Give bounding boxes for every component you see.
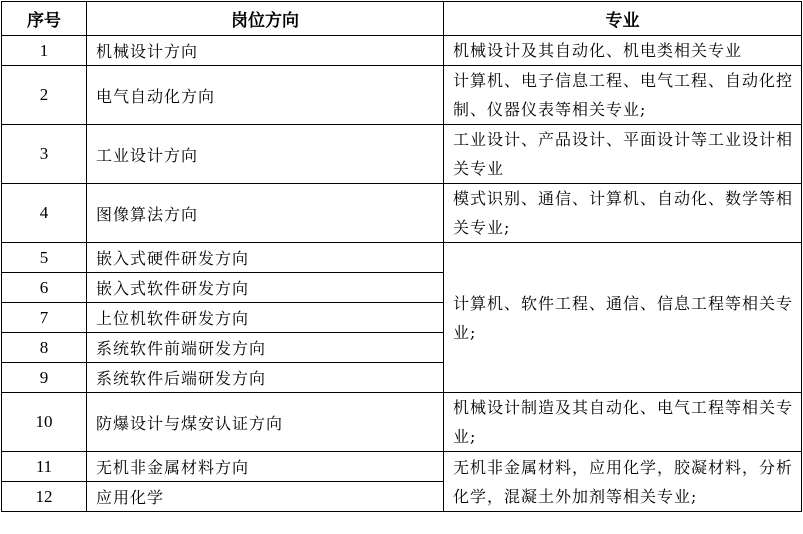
row-major: 机械设计制造及其自动化、电气工程等相关专业; [444, 393, 802, 452]
row-index: 9 [2, 363, 87, 393]
row-major: 计算机、软件工程、通信、信息工程等相关专业; [444, 243, 802, 393]
row-position: 图像算法方向 [87, 184, 444, 243]
header-major: 专业 [444, 2, 802, 36]
table-header-row [2, 2, 802, 36]
row-position: 系统软件后端研发方向 [87, 363, 444, 393]
row-position: 电气自动化方向 [87, 66, 444, 125]
table-row [2, 125, 802, 184]
row-index: 6 [2, 273, 87, 303]
row-major: 无机非金属材料，应用化学，胶凝材料，分析化学，混凝土外加剂等相关专业; [444, 452, 802, 512]
row-position: 应用化学 [87, 482, 444, 512]
position-major-table [1, 1, 802, 512]
row-index: 10 [2, 393, 87, 452]
header-position: 岗位方向 [87, 2, 444, 36]
row-index: 1 [2, 36, 87, 66]
table-row [2, 66, 802, 125]
row-index: 2 [2, 66, 87, 125]
row-position: 工业设计方向 [87, 125, 444, 184]
row-major: 模式识别、通信、计算机、自动化、数学等相关专业; [444, 184, 802, 243]
row-position: 嵌入式软件研发方向 [87, 273, 444, 303]
table-row [2, 36, 802, 66]
row-position: 无机非金属材料方向 [87, 452, 444, 482]
row-index: 8 [2, 333, 87, 363]
row-position: 嵌入式硬件研发方向 [87, 243, 444, 273]
row-major: 计算机、电子信息工程、电气工程、自动化控制、仪器仪表等相关专业; [444, 66, 802, 125]
row-position: 机械设计方向 [87, 36, 444, 66]
row-major: 机械设计及其自动化、机电类相关专业 [444, 36, 802, 66]
row-index: 3 [2, 125, 87, 184]
table-row [2, 393, 802, 452]
row-index: 12 [2, 482, 87, 512]
table-row [2, 243, 802, 273]
row-index: 7 [2, 303, 87, 333]
row-index: 5 [2, 243, 87, 273]
table-row [2, 452, 802, 482]
row-position: 系统软件前端研发方向 [87, 333, 444, 363]
row-index: 4 [2, 184, 87, 243]
row-major: 工业设计、产品设计、平面设计等工业设计相关专业 [444, 125, 802, 184]
row-position: 上位机软件研发方向 [87, 303, 444, 333]
table-row [2, 184, 802, 243]
row-index: 11 [2, 452, 87, 482]
header-index: 序号 [2, 2, 87, 36]
row-position: 防爆设计与煤安认证方向 [87, 393, 444, 452]
